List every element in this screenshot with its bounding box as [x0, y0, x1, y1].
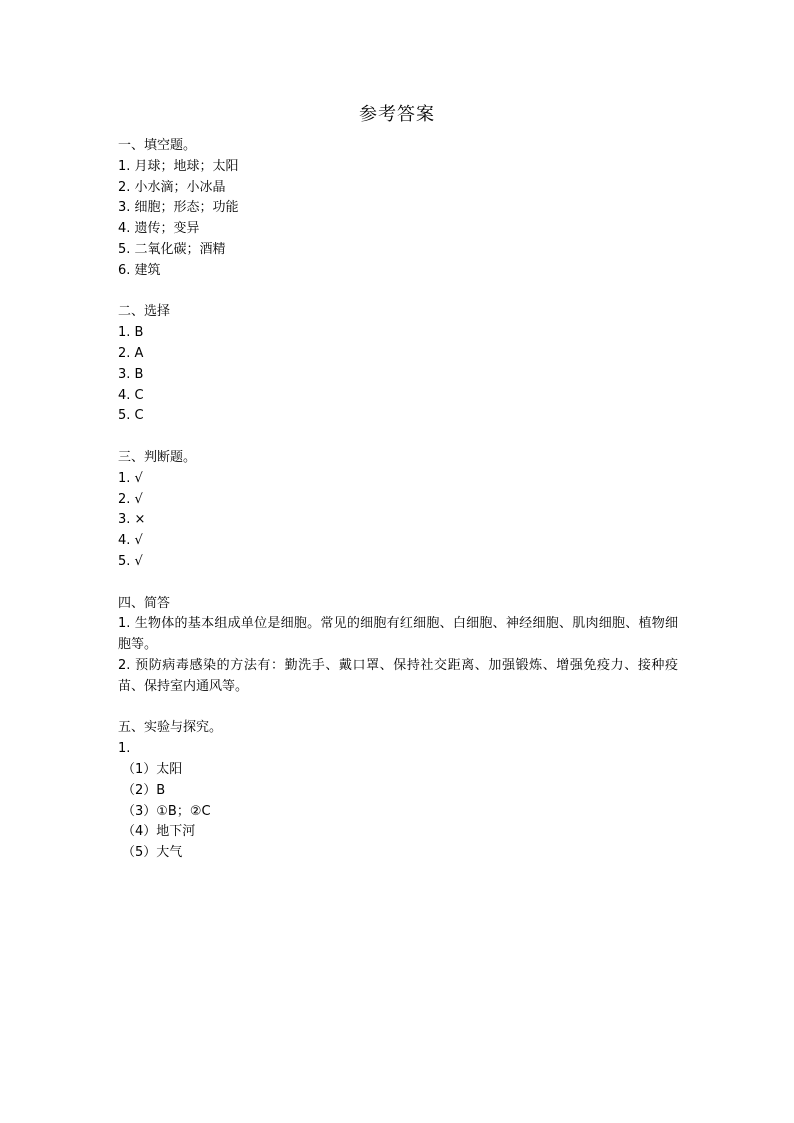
page-title: 参考答案 — [359, 104, 435, 125]
sub-answer-line: （5）大气 — [122, 845, 183, 861]
answer-line: 2. 小水滴；小冰晶 — [118, 179, 226, 195]
answer-line: 4. C — [118, 387, 144, 403]
section-heading: 一、填空题。 — [118, 138, 197, 153]
section-fill-in-blank — [118, 136, 678, 282]
answer-line: 3. B — [118, 366, 144, 382]
section-true-false — [118, 448, 678, 573]
sub-answer-line: （1）太阳 — [122, 761, 183, 777]
answer-line: 6. 建筑 — [118, 262, 161, 278]
sub-answer-line: （3）①B；②C — [122, 803, 211, 819]
answer-line: 5. 二氧化碳；酒精 — [118, 241, 226, 257]
answer-content — [118, 136, 678, 864]
answer-line: 1. 月球；地球；太阳 — [118, 158, 239, 174]
answer-line: 4. 遗传；变异 — [118, 221, 200, 237]
sub-answer-line: （4）地下河 — [122, 824, 196, 840]
answer-line: 3. 细胞；形态；功能 — [118, 200, 239, 216]
answer-paragraph: 1. 生物体的基本组成单位是细胞。常见的细胞有红细胞、白细胞、神经细胞、肌肉细胞、植物细胞等。 — [118, 616, 678, 653]
section-short-answer — [118, 594, 678, 698]
answer-line: 2. √ — [118, 491, 143, 507]
answer-line: 5. C — [118, 408, 144, 424]
section-heading: 二、选择 — [118, 304, 171, 320]
answer-line: 5. √ — [118, 553, 143, 569]
answer-line: 2. A — [118, 345, 144, 361]
answer-line: 1. — [118, 741, 131, 757]
answer-paragraph: 2. 预防病毒感染的方法有：勤洗手、戴口罩、保持社交距离、加强锻炼、增强免疫力、接种疫苗、保持室内通风等。 — [118, 657, 678, 694]
section-heading: 四、简答 — [118, 595, 171, 611]
section-heading: 五、实验与探究。 — [118, 720, 223, 736]
answer-line: 4. √ — [118, 533, 143, 549]
answer-line: 3. × — [118, 512, 146, 528]
section-experiment — [118, 718, 678, 864]
section-heading: 三、判断题。 — [118, 449, 197, 465]
answer-line: 1. √ — [118, 470, 143, 486]
sub-answer-line: （2）B — [122, 782, 166, 798]
answer-line: 1. B — [118, 325, 144, 341]
section-multiple-choice — [118, 302, 678, 427]
